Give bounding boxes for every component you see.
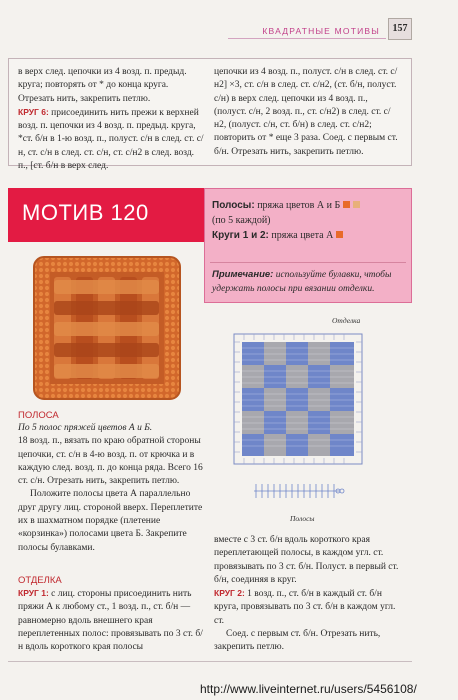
stripes-paragraph-2: Положите полосы цвета А параллельно друг другу лиц. стороной вверх. Переплетите их в шахматном порядке (плетение «корзинка») полосами цвета Б. Закрепите полосы булавками. (18, 489, 203, 553)
note-text: используйте булавки, чтобы удержать полосы при вязании отделки. (212, 270, 392, 294)
stripe-chart (254, 484, 344, 498)
rounds-label: Круги 1 и 2: (212, 230, 269, 241)
materials-rounds (212, 228, 406, 243)
swatch-color-a (343, 201, 350, 208)
materials-count: (по 5 каждой) (212, 215, 271, 226)
materials-note (212, 268, 406, 296)
materials-stripes (212, 198, 406, 213)
continuation-intro: в верх след. цепочки из 4 возд. п. предыд. круга; повторять от * до конца круга. Отрезать нить, закрепить петлю. (18, 67, 187, 104)
edging-round1-text: с лиц. стороны присоединить нить пряжи А к любому ст., 1 возд. п., ст. б/н — равномерно вдоль внешнего края переплетенных полос: провязывать по 3 ст. б/н вдоль короткого края полосы (18, 589, 203, 653)
right-bottom-paragraph-3: Соед. с первым ст. б/н. Отрезать нить, закрепить петлю. (214, 629, 381, 653)
round6-paragraph (18, 106, 204, 173)
motif-photo (32, 255, 182, 401)
woven-stripes (54, 277, 159, 379)
continuation-right-column (214, 66, 402, 159)
bottom-rule (8, 661, 412, 662)
edging-column (18, 587, 204, 654)
materials-separator (210, 262, 406, 263)
stripes-text: пряжа цветов А и Б (254, 200, 341, 211)
diagram-top-label: Отделка (332, 316, 361, 325)
round6-label: КРУГ 6: (18, 106, 49, 117)
round2-text: 1 возд. п., ст. б/н в каждый ст. б/н круга, провязывать по 3 ст. б/н в каждом угл. ст. (214, 589, 396, 626)
right-bottom-paragraph-1: вместе с 3 ст. б/н вдоль короткого края переплетающей полосы, в каждом угл. ст. провязывать по 3 ст. б/н. Полуст. в первый ст. б/н, соединяя в круг. (214, 535, 399, 585)
materials-list (212, 198, 406, 243)
swatch-color-a-rounds (336, 231, 343, 238)
round2-paragraph (214, 587, 406, 628)
continuation-left-column (18, 66, 204, 173)
rounds-text: пряжа цвета А (268, 230, 334, 241)
stripes-paragraph-1: 18 возд. п., вязать по краю обратной стороны цепочки, ст. с/н в 4-ю возд. п. от крючка и в каждую след. возд. п. до конца ряда. Всего 16 ст. с/н. Отрезать нить, закрепить петлю. (18, 436, 203, 487)
stripes-column (18, 422, 204, 555)
header-rule (228, 38, 386, 39)
round2-label: КРУГ 2: (214, 588, 245, 599)
stripes-subtitle: По 5 полос пряжей цветов А и Б. (18, 423, 153, 433)
swatch-color-b (353, 201, 360, 208)
page-number: 157 (388, 18, 412, 40)
diagram-bottom-label: Полосы (290, 514, 315, 523)
right-bottom-column (214, 534, 406, 655)
stripes-heading: ПОЛОСА (18, 410, 59, 421)
edging-heading: ОТДЕЛКА (18, 575, 62, 586)
woven-grid (242, 342, 354, 456)
crochet-diagram (228, 328, 368, 538)
continuation-right-text: цепочки из 4 возд. п., полуст. с/н в след. ст. с/н2] ×3, ст. с/н в след. ст. с/н2, (ст. б/н, полуст. с/н) в верх след. цепочки из 4 возд. п., (полуст. с/н, 2 возд. п., ст. с/н2) в след. ст. с/н2, (полуст. с/н, ст. б/н) в след. ст. с/н2; повторить от * еще 3 раза. Соед. с первым ст. б/н. Отрезать нить, закрепить петлю. (214, 67, 398, 157)
note-label: Примечание: (212, 269, 274, 280)
round6-text: присоединить нить прежи к верхней возд. п. цепочки из 4 возд. п. предыд. круга, *ст. б/н в 1-ю возд. п., полуст. с/н в след. ст. с/н, ст. с/н в след. ст. с/н, ст. с/н2 в след. возд. п., [ст. б/н в верх след. (18, 107, 204, 172)
edging-round1 (18, 587, 204, 654)
running-title: КВАДРАТНЫЕ МОТИВЫ (262, 26, 380, 36)
motif-title: МОТИВ 120 (22, 200, 149, 225)
stripes-label: Полосы: (212, 200, 255, 211)
edging-round1-label: КРУГ 1: (18, 588, 49, 598)
watermark-url: http://www.liveinternet.ru/users/5456108/ (200, 682, 417, 696)
